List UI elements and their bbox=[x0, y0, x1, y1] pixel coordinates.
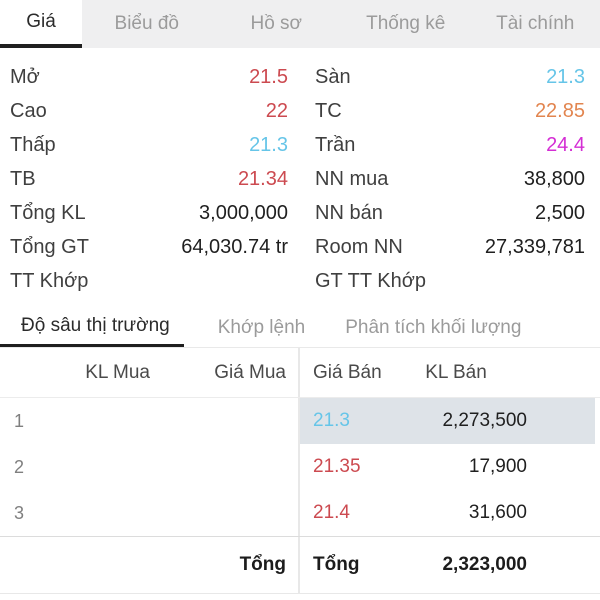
gt-tt-khop-label: GT TT Khớp bbox=[315, 269, 426, 292]
row-number: 2 bbox=[14, 456, 25, 477]
depth-row-3-buy-side bbox=[0, 490, 300, 536]
row-number: 1 bbox=[14, 410, 25, 431]
price-row-total-value bbox=[0, 230, 300, 264]
total-sell-side bbox=[300, 537, 595, 593]
kl-ban-cell: 17,900 bbox=[468, 456, 527, 477]
foreign-sell-value: 2,500 bbox=[534, 201, 585, 224]
price-row-tt-khop bbox=[0, 264, 300, 298]
low-value: 21.3 bbox=[249, 133, 288, 156]
foreign-room-value: 27,339,781 bbox=[484, 235, 585, 258]
section-tab-bar bbox=[0, 308, 600, 348]
price-row-foreign-room bbox=[300, 230, 600, 264]
total-buy-side bbox=[0, 537, 300, 593]
header-sell-side bbox=[300, 348, 595, 397]
tab-bieu-do[interactable]: Biểu đồ bbox=[114, 13, 179, 34]
depth-row-2-buy-side bbox=[0, 444, 300, 490]
tab-gia[interactable]: Giá bbox=[0, 0, 82, 48]
open-label: Mở bbox=[10, 65, 40, 88]
foreign-buy-value: 38,800 bbox=[523, 167, 585, 190]
low-label: Thấp bbox=[10, 133, 56, 156]
ceiling-value: 24.4 bbox=[546, 133, 585, 156]
tab-volume-analysis[interactable]: Phân tích khối lượng bbox=[345, 316, 522, 338]
depth-total-row bbox=[0, 536, 600, 594]
price-row-foreign-sell bbox=[300, 196, 600, 230]
ceiling-label: Trần bbox=[315, 133, 356, 156]
foreign-buy-label: NN mua bbox=[315, 167, 389, 190]
total-value-label: Tổng GT bbox=[10, 235, 89, 258]
tab-thong-ke[interactable]: Thống kê bbox=[366, 13, 446, 34]
depth-row-3-sell-side bbox=[300, 490, 595, 536]
average-label: TB bbox=[10, 167, 36, 190]
row-number: 3 bbox=[14, 502, 25, 523]
price-row-open bbox=[0, 60, 300, 94]
price-row-gt-tt-khop bbox=[300, 264, 600, 298]
price-row-low bbox=[0, 128, 300, 162]
price-column-left bbox=[0, 60, 300, 298]
price-row-average bbox=[0, 162, 300, 196]
header-buy-side bbox=[0, 348, 300, 397]
price-row-floor bbox=[300, 60, 600, 94]
gia-ban-cell[interactable]: 21.4 bbox=[313, 502, 350, 523]
top-tab-bar bbox=[0, 0, 600, 48]
reference-value: 22.85 bbox=[534, 99, 585, 122]
average-value: 21.34 bbox=[237, 167, 288, 190]
price-row-total-volume bbox=[0, 196, 300, 230]
depth-row-2[interactable] bbox=[0, 444, 600, 490]
floor-label: Sàn bbox=[315, 65, 351, 88]
foreign-sell-label: NN bán bbox=[315, 201, 383, 224]
reference-label: TC bbox=[315, 99, 342, 122]
header-gia-ban: Giá Bán bbox=[313, 361, 382, 383]
price-column-right bbox=[300, 60, 600, 298]
depth-table-header bbox=[0, 348, 600, 398]
header-gia-mua: Giá Mua bbox=[214, 361, 286, 383]
total-volume-value: 3,000,000 bbox=[199, 201, 288, 224]
total-volume-label: Tổng KL bbox=[10, 201, 86, 224]
depth-row-1-buy-side bbox=[0, 398, 300, 444]
gia-ban-cell[interactable]: 21.35 bbox=[313, 456, 361, 477]
header-kl-mua: KL Mua bbox=[85, 361, 150, 383]
high-value: 22 bbox=[265, 99, 288, 122]
total-value-value: 64,030.74 tr bbox=[181, 235, 288, 258]
total-buy-label: Tổng bbox=[239, 554, 286, 575]
high-label: Cao bbox=[10, 99, 47, 122]
gia-ban-cell[interactable]: 21.3 bbox=[313, 410, 350, 431]
price-row-high bbox=[0, 94, 300, 128]
tt-khop-label: TT Khớp bbox=[10, 269, 89, 292]
price-row-foreign-buy bbox=[300, 162, 600, 196]
price-row-ceiling bbox=[300, 128, 600, 162]
tab-market-depth[interactable]: Độ sâu thị trường bbox=[0, 308, 184, 347]
depth-row-3[interactable] bbox=[0, 490, 600, 536]
tab-ho-so[interactable]: Hồ sơ bbox=[250, 13, 303, 34]
open-value: 21.5 bbox=[249, 65, 288, 88]
price-info-grid bbox=[0, 48, 600, 298]
price-row-reference bbox=[300, 94, 600, 128]
depth-row-1-sell-side bbox=[300, 398, 595, 444]
tab-tai-chinh[interactable]: Tài chính bbox=[496, 13, 575, 34]
depth-row-2-sell-side bbox=[300, 444, 595, 490]
kl-ban-cell: 31,600 bbox=[468, 502, 527, 523]
header-kl-ban: KL Bán bbox=[425, 361, 487, 383]
foreign-room-label: Room NN bbox=[315, 235, 403, 258]
floor-value: 21.3 bbox=[546, 65, 585, 88]
market-depth-table bbox=[0, 348, 600, 594]
depth-row-1[interactable] bbox=[0, 398, 600, 444]
total-kl-ban-value: 2,323,000 bbox=[442, 554, 527, 575]
tab-matched-orders[interactable]: Khớp lệnh bbox=[217, 316, 306, 338]
kl-ban-cell: 2,273,500 bbox=[442, 410, 527, 431]
total-sell-label: Tổng bbox=[313, 554, 360, 575]
